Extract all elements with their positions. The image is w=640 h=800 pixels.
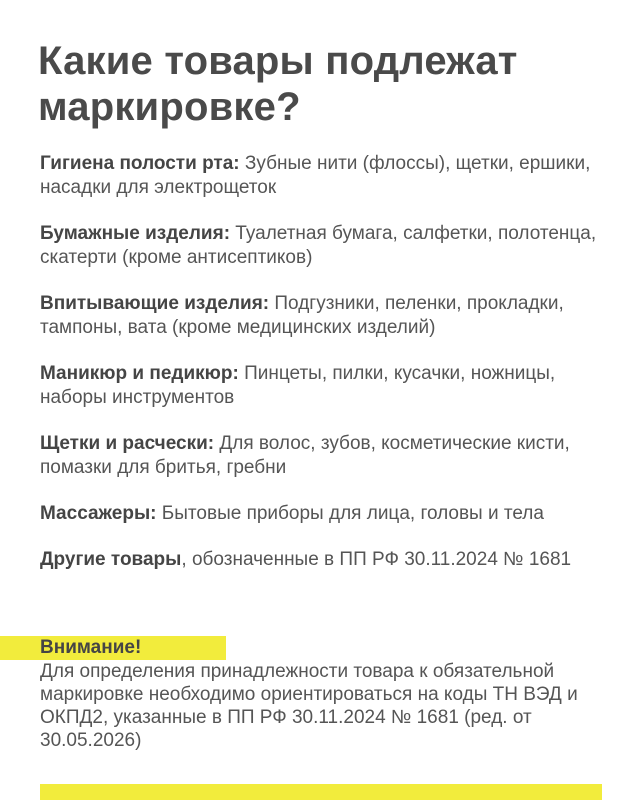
item-text: Подгузники, пеленки, прокладки, тампоны, вата (кроме медицинских изделий) xyxy=(40,293,564,338)
item-label: Массажеры: xyxy=(40,503,157,524)
list-item-paper-products xyxy=(40,222,610,270)
item-label: Гигиена полости рта: xyxy=(40,153,240,174)
attention-text: Для определения принадлежности товара к обязательной маркировке необходимо ориентироваться на коды ТН ВЭД и ОКПД2, указанные в ПП РФ 30.11.2024 № 1681 (ред. от 30.05.2026) xyxy=(40,661,578,751)
item-label: Бумажные изделия: xyxy=(40,223,231,244)
item-label: Щетки и расчески: xyxy=(40,433,215,454)
list-item-other-goods xyxy=(40,548,610,572)
page-title: Какие товары подлежат маркировке? xyxy=(38,39,518,129)
attention-heading xyxy=(40,636,141,660)
item-text: , обозначенные в ПП РФ 30.11.2024 № 1681 xyxy=(181,549,572,570)
category-list xyxy=(40,152,610,594)
bottom-accent-bar xyxy=(40,784,602,800)
item-label: Маникюр и педикюр: xyxy=(40,363,239,384)
list-item-brushes-combs xyxy=(40,432,610,480)
item-label: Впитывающие изделия: xyxy=(40,293,270,314)
list-item-absorbent-products xyxy=(40,292,610,340)
list-item-massagers xyxy=(40,502,610,526)
item-label: Другие товары xyxy=(40,549,182,570)
item-text: Бытовые приборы для лица, головы и тела xyxy=(156,503,544,524)
item-text: Для волос, зубов, косметические кисти, помазки для бритья, гребни xyxy=(40,433,570,478)
list-item-manicure-pedicure xyxy=(40,362,610,410)
item-text: Туалетная бумага, салфетки, полотенца, скатерти (кроме антисептиков) xyxy=(40,223,597,268)
item-text: Пинцеты, пилки, кусачки, ножницы, наборы инструментов xyxy=(40,363,556,408)
item-text: Зубные нити (флоссы), щетки, ершики, насадки для электрощеток xyxy=(40,153,591,198)
attention-label: Внимание! xyxy=(40,637,142,658)
list-item-oral-hygiene xyxy=(40,152,610,200)
